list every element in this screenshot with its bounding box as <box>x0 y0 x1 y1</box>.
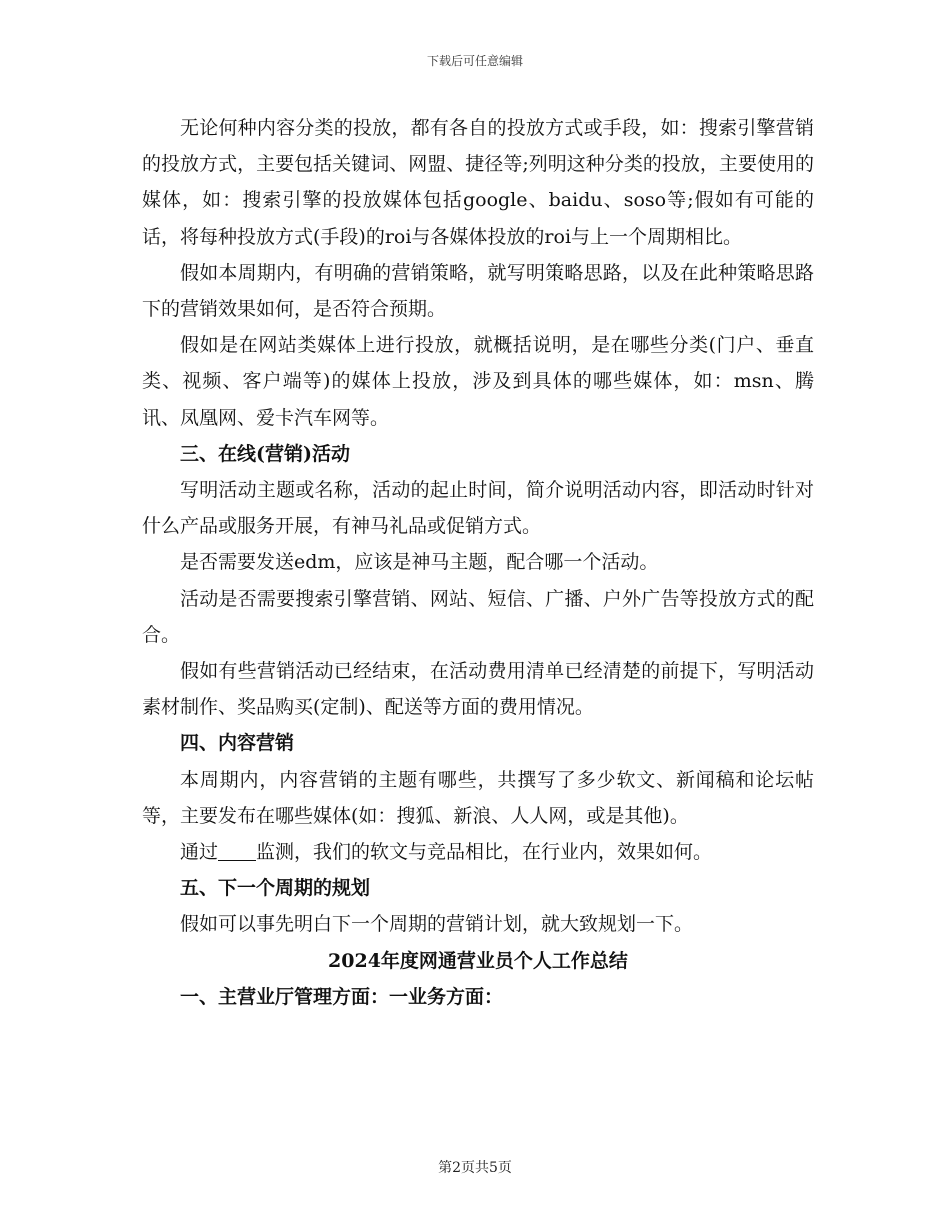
paragraph-text: 通过 <box>180 841 219 864</box>
paragraph: 本周期内，内容营销的主题有哪些，共撰写了多少软文、新闻稿和论坛帖等，主要发布在哪些媒体(如：搜狐、新浪、人人网，或是其他)。 <box>142 768 814 827</box>
blank-underline <box>218 841 256 861</box>
paragraph <box>142 834 814 870</box>
section-heading: 五、下一个周期的规划 <box>180 877 371 900</box>
paragraph-text: 监测，我们的软文与竞品相比，在行业内，效果如何。 <box>256 841 713 864</box>
paragraph: 假如是在网站类媒体上进行投放，就概括说明，是在哪些分类(门户、垂直类、视频、客户端等)的媒体上投放，涉及到具体的哪些媒体，如：msn、腾讯、凤凰网、爱卡汽车网等。 <box>142 334 814 429</box>
document-body <box>142 110 814 1015</box>
paragraph: 是否需要发送edm，应该是神马主题，配合哪一个活动。 <box>180 551 659 574</box>
section-heading: 一、主营业厅管理方面：一业务方面： <box>180 985 504 1008</box>
section-heading: 三、在线(营销)活动 <box>180 442 350 465</box>
paragraph: 假如本周期内，有明确的营销策略，就写明策略思路，以及在此种策略思路下的营销效果如何，是否符合预期。 <box>142 261 814 321</box>
paragraph: 假如有些营销活动已经结束，在活动费用清单已经清楚的前提下，写明活动素材制作、奖品购买(定制)、配送等方面的费用情况。 <box>142 660 814 719</box>
paragraph: 活动是否需要搜索引擎营销、网站、短信、广播、户外广告等投放方式的配合。 <box>142 587 814 646</box>
page-header: 下载后可任意编辑 <box>426 54 523 68</box>
section-heading: 四、内容营销 <box>180 732 295 755</box>
document-title: 2024年度网通营业员个人工作总结 <box>328 949 628 972</box>
paragraph: 写明活动主题或名称，活动的起止时间，简介说明活动内容，即活动时针对什么产品或服务开展，有神马礼品或促销方式。 <box>142 479 814 538</box>
page-footer: 第2页共5页 <box>438 1160 512 1176</box>
paragraph: 无论何种内容分类的投放，都有各自的投放方式或手段，如：搜索引擎营销的投放方式，主要包括关键词、网盟、捷径等;列明这种分类的投放，主要使用的媒体，如：搜索引擎的投放媒体包括google、baidu、soso等;假如有可能的话，将每种投放方式(手段)的roi与各媒体投放的roi与上一个周期相比。 <box>142 117 814 248</box>
paragraph: 假如可以事先明白下一个周期的营销计划，就大致规划一下。 <box>180 913 694 936</box>
